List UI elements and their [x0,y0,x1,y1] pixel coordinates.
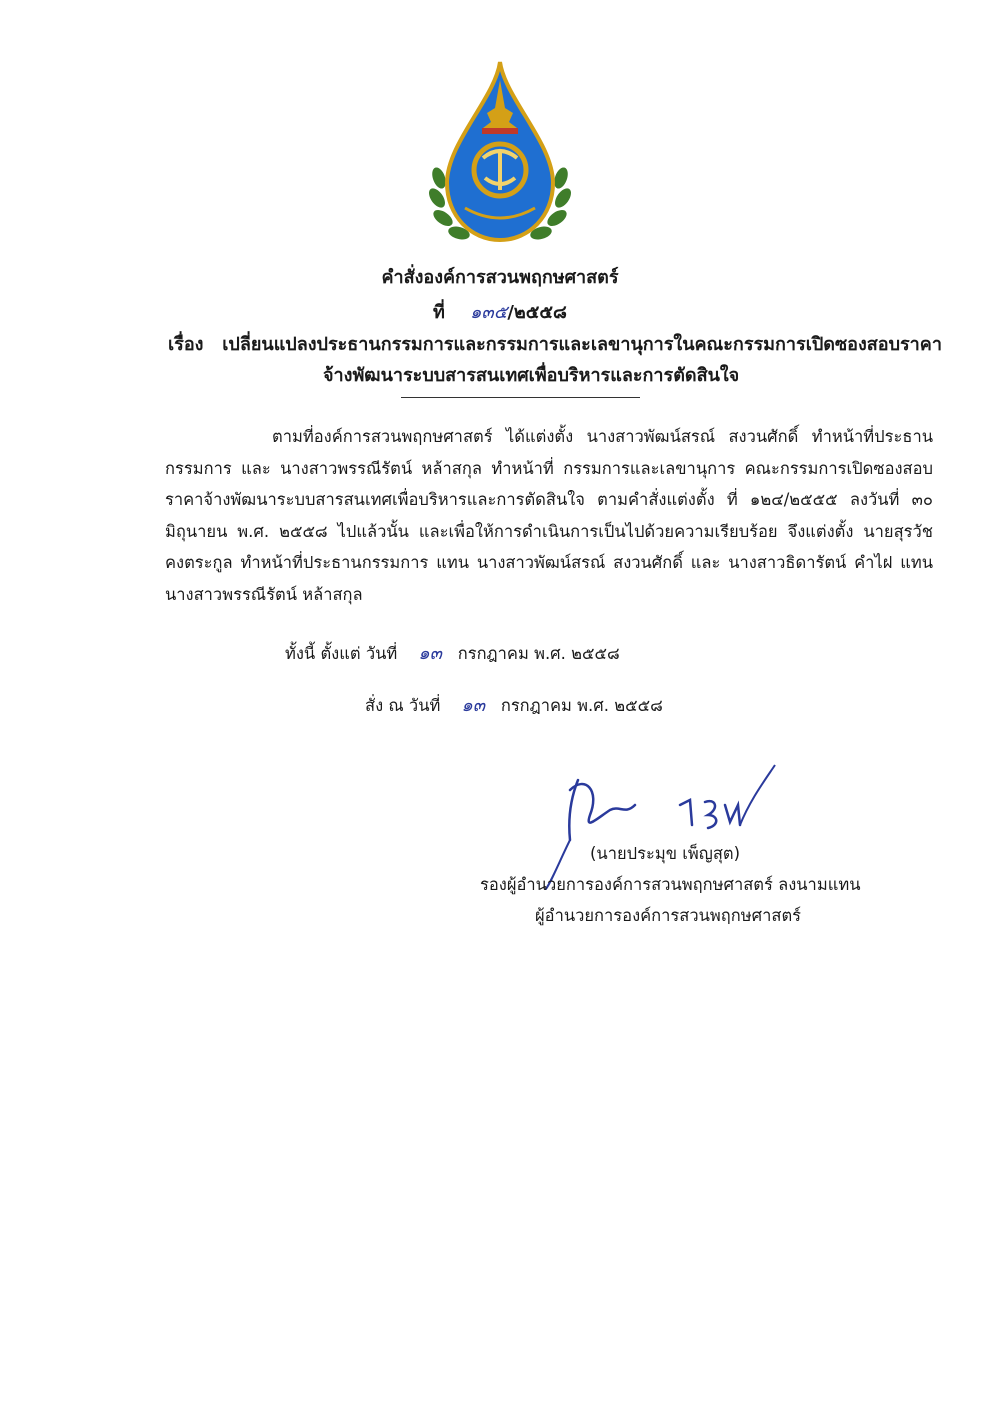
body-line: นางสาวพรรณีรัตน์ หล้าสกุล [165,584,363,604]
body-line: คงตระกูล ทำหน้าที่ประธานกรรมการ แทน นางสาวพัฒน์สรณ์ สงวนศักดิ์ และ นางสาวธิดารัตน์ คำไฝ แทน [165,553,933,572]
ordered-prefix: สั่ง ณ วันที่ [365,696,441,715]
effective-prefix: ทั้งนี้ ตั้งแต่ วันที่ [285,644,398,663]
signer-position-1: รองผู้อำนวยการองค์การสวนพฤกษศาสตร์ ลงนามแทน [480,875,861,894]
subject-line-2: จ้างพัฒนาระบบสารสนเทศเพื่อบริหารและการตัดสินใจ [323,365,740,386]
divider [401,397,640,398]
effective-day-handwritten: ๑๓ [418,643,442,664]
signer-name: (นายประมุข เพ็ญสุต) [590,844,741,863]
subject-line-1: เปลี่ยนแปลงประธานกรรมการและกรรมการและเลขานุการในคณะกรรมการเปิดซองสอบราคา [222,334,942,355]
ordered-date [365,690,663,719]
body-line: มิถุนายน พ.ศ. ๒๕๕๘ ไปแล้วนั้น และเพื่อให้การดำเนินการเป็นไปด้วยความเรียบร้อย จึงแต่งตั้ง นายสุรวัช [165,521,933,541]
order-heading: คำสั่งองค์การสวนพฤกษศาสตร์ [381,267,619,288]
signer-position-2: ผู้อำนวยการองค์การสวนพฤกษศาสตร์ [535,906,802,925]
body-paragraph [165,421,933,610]
signature-block [480,838,900,931]
subject [168,329,948,391]
subject-label: เรื่อง [168,334,204,355]
ordered-day-handwritten: ๑๓ [461,695,486,716]
body-line: ตามที่องค์การสวนพฤกษศาสตร์ ได้แต่งตั้ง นางสาวพัฒน์สรณ์ สงวนศักดิ์ ทำหน้าที่ประธาน [272,427,933,446]
body-line: ราคาจ้างพัฒนาระบบสารสนเทศเพื่อบริหารและการตัดสินใจ ตามคำสั่งแต่งตั้ง ที่ ๑๒๔/๒๕๕๕ ลงวันที่ ๓๐ [165,490,933,509]
effective-month-year: กรกฎาคม พ.ศ. ๒๕๕๘ [457,644,620,663]
order-number [0,297,1000,326]
ordered-month-year: กรกฎาคม พ.ศ. ๒๕๕๘ [500,696,663,715]
body-line: กรรมการ และ นางสาวพรรณีรัตน์ หล้าสกุล ทำหน้าที่ กรรมการและเลขานุการ คณะกรรมการเปิดซองสอบ [165,458,933,478]
order-number-handwritten: ๑๓๕ [470,302,508,323]
effective-date [285,638,620,667]
order-number-year: /๒๕๕๘ [507,302,567,323]
organization-logo-icon [425,58,575,248]
order-number-label: ที่ [433,302,445,323]
